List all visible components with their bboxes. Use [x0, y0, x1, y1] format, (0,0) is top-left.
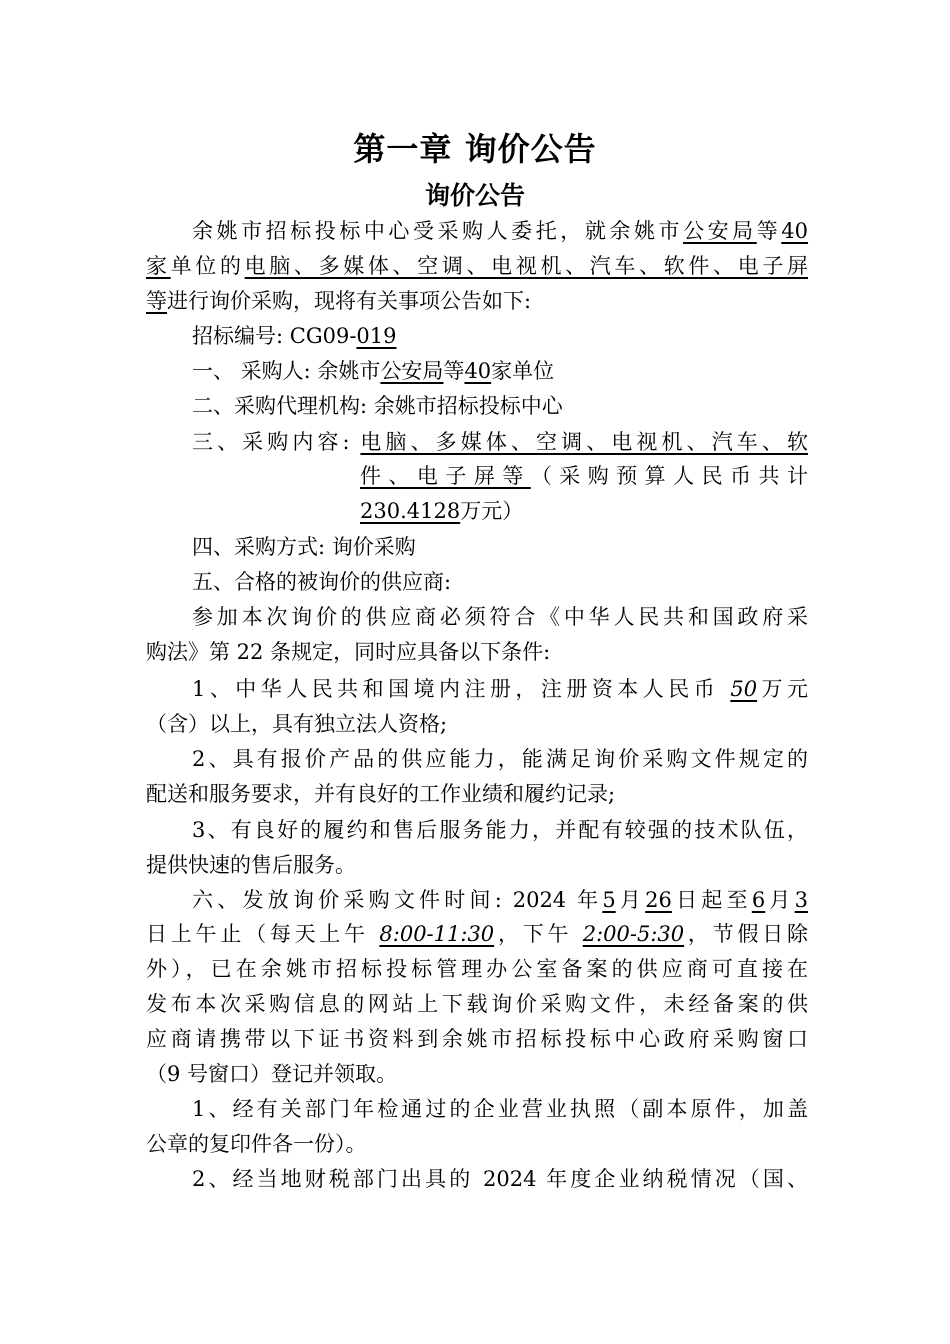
section-5-heading: 五、合格的被询价的供应商: [192, 570, 452, 594]
section-2-agency: 二、采购代理机构: 余姚市招标投标中心 [192, 394, 563, 418]
bid-number: 招标编号: CG09-019 [192, 324, 397, 348]
section-3-content-line-2: 件、电子屏等（采购预算人民币共计 [360, 464, 809, 488]
section-5-para-line-2: 购法》第 22 条规定，同时应具备以下条件: [146, 640, 551, 664]
condition-2-line-2: 配送和服务要求，并有良好的工作业绩和履约记录; [146, 782, 616, 806]
section-6-line-6: （9 号窗口）登记并领取。 [146, 1062, 398, 1086]
document-1-line-2: 公章的复印件各一份）。 [146, 1132, 367, 1156]
section-3-content-line-1: 三、采购内容: 电脑、多媒体、空调、电视机、汽车、软 [192, 430, 808, 454]
section-6-line-1: 六、发放询价采购文件时间: 2024 年5月26日起至6月3 [192, 888, 809, 912]
section-1-purchaser: 一、 采购人: 余姚市公安局等40家单位 [192, 359, 555, 383]
section-6-line-5: 应商请携带以下证书资料到余姚市招标投标中心政府采购窗口 [146, 1027, 808, 1051]
intro-line-1: 余姚市招标投标中心受采购人委托，就余姚市公安局等40 [192, 219, 809, 243]
section-6-line-4: 发布本次采购信息的网站上下载询价采购文件，未经备案的供 [146, 992, 808, 1016]
condition-1-line-2: （含）以上，具有独立法人资格; [146, 712, 448, 736]
notice-subtitle: 询价公告 [424, 181, 525, 210]
condition-3-line-1: 3、有良好的履约和售后服务能力，并配有较强的技术队伍， [192, 818, 808, 842]
condition-2-line-1: 2、具有报价产品的供应能力，能满足询价采购文件规定的 [192, 747, 808, 771]
document-2-line-1: 2、经当地财税部门出具的 2024 年度企业纳税情况（国、 [192, 1167, 808, 1191]
intro-line-2: 家单位的电脑、多媒体、空调、电视机、汽车、软件、电子屏 [146, 254, 809, 278]
document-1-line-1: 1、经有关部门年检通过的企业营业执照（副本原件，加盖 [192, 1097, 808, 1121]
section-5-para-line-1: 参加本次询价的供应商必须符合《中华人民共和国政府采 [192, 605, 808, 629]
intro-line-3: 等进行询价采购，现将有关事项公告如下: [146, 289, 532, 313]
section-6-line-2: 日上午止（每天上午 8:00-11:30，下午 2:00-5:30，节假日除 [146, 922, 808, 946]
condition-3-line-2: 提供快速的售后服务。 [146, 853, 356, 877]
section-6-line-3: 外），已在余姚市招标投标管理办公室备案的供应商可直接在 [146, 957, 808, 981]
section-3-budget: 230.4128万元） [360, 499, 524, 523]
condition-1-line-1: 1、中华人民共和国境内注册，注册资本人民币 50万元 [192, 677, 808, 701]
chapter-title: 第一章 询价公告 [353, 130, 597, 168]
section-4-method: 四、采购方式: 询价采购 [192, 535, 416, 559]
